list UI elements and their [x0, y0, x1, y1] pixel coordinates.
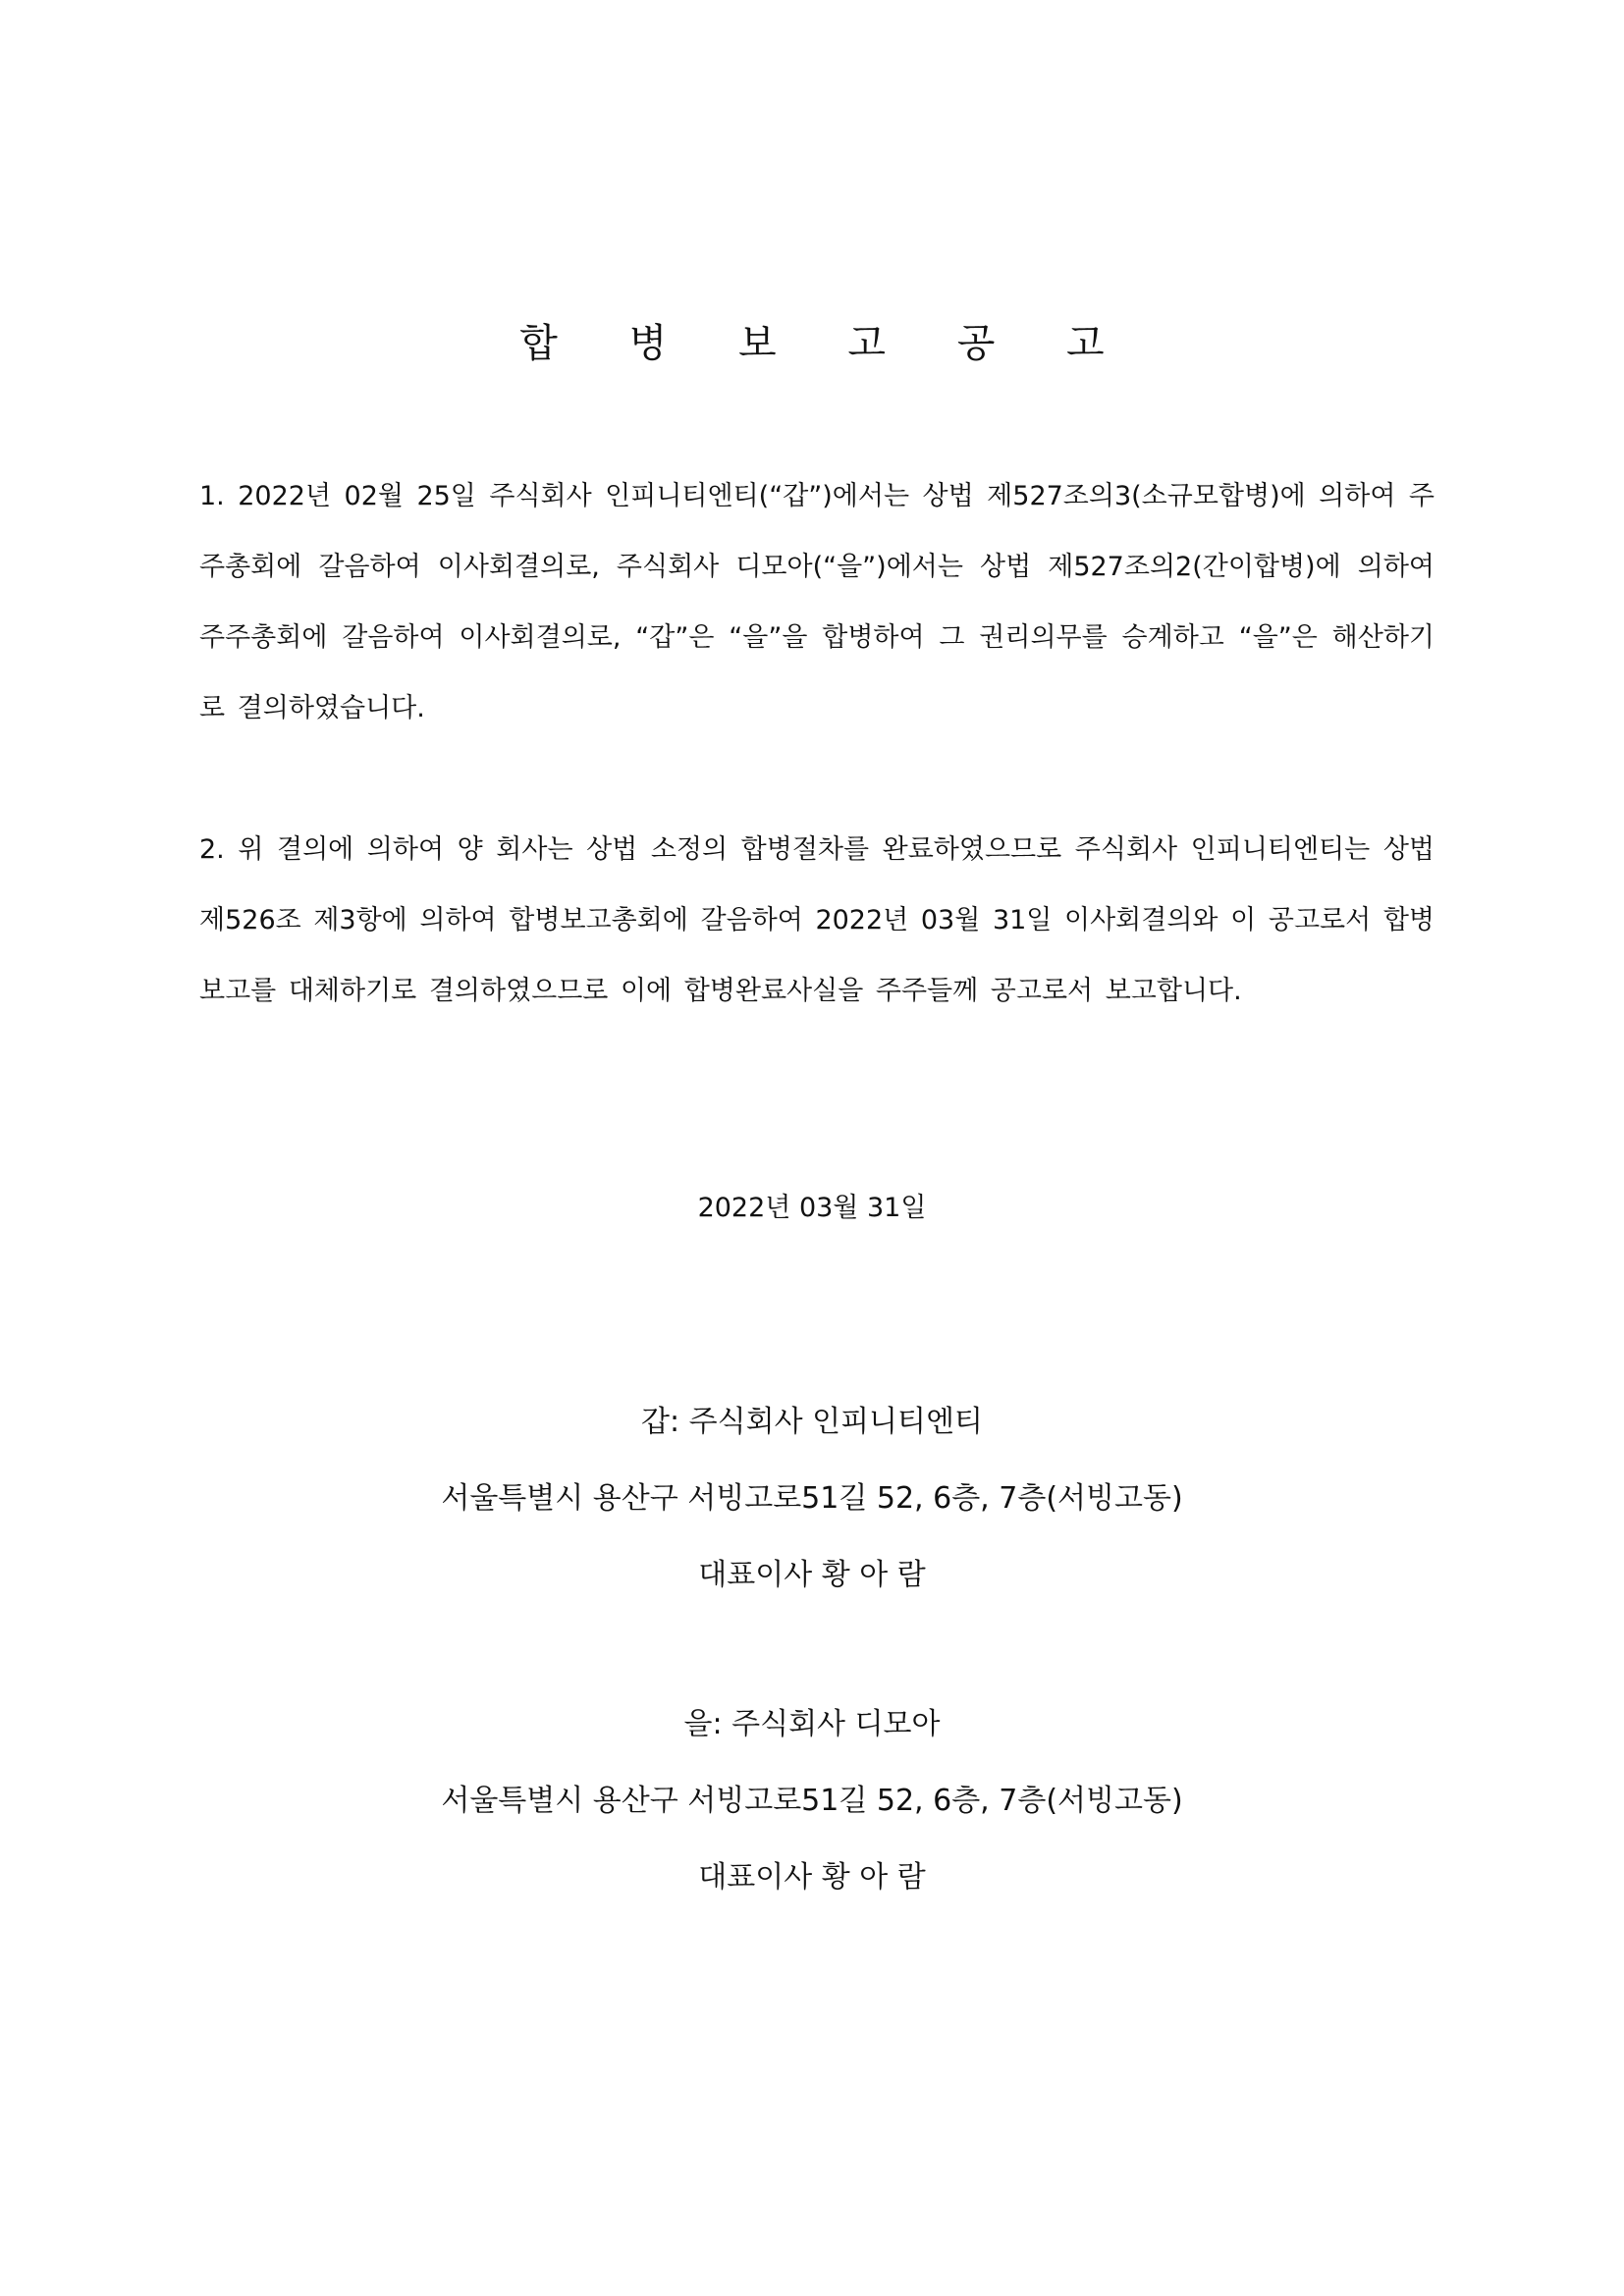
party-b-block: [0, 1686, 1624, 1916]
party-a-representative: 대표이사 황 아 람: [698, 1558, 926, 1592]
party-b-company: 을: 주식회사 디모아: [683, 1707, 941, 1741]
party-b-representative: 대표이사 황 아 람: [698, 1860, 926, 1895]
notice-date: 2022년 03월 31일: [697, 1193, 927, 1223]
party-a-company: 갑: 주식회사 인피니티엔티: [641, 1405, 983, 1439]
party-b-address: 서울특별시 용산구 서빙고로51길 52, 6층, 7층(서빙고동): [441, 1784, 1183, 1818]
paragraph-2: 2. 위 결의에 의하여 양 회사는 상법 소정의 합병절차를 완료하였으므로 주식회사 인피니티엔티는 상법 제526조 제3항에 의하여 합병보고총회에 갈음하여 2022년 03월 31일 이사회결의와 이 공고로서 합병보고를 대체하기로 결의하였으므로 이에 합병완료사실을 주주들께 공고로서 보고합니다.: [199, 834, 1435, 1006]
party-a-address: 서울특별시 용산구 서빙고로51길 52, 6층, 7층(서빙고동): [441, 1481, 1183, 1516]
document-title: 합 병 보 고 공 고: [519, 321, 1134, 366]
paragraph-1: 1. 2022년 02월 25일 주식회사 인피니티엔티(“갑”)에서는 상법 제527조의3(소규모합병)에 의하여 주주총회에 갈음하여 이사회결의로, 주식회사 디모아(“을”)에서는 상법 제527조의2(간이합병)에 의하여 주주총회에 갈음하여 이사회결의로, “갑”은 “을”을 합병하여 그 권리의무를 승계하고 “을”은 해산하기로 결의하였습니다.: [199, 481, 1435, 723]
party-a-block: [0, 1384, 1624, 1614]
